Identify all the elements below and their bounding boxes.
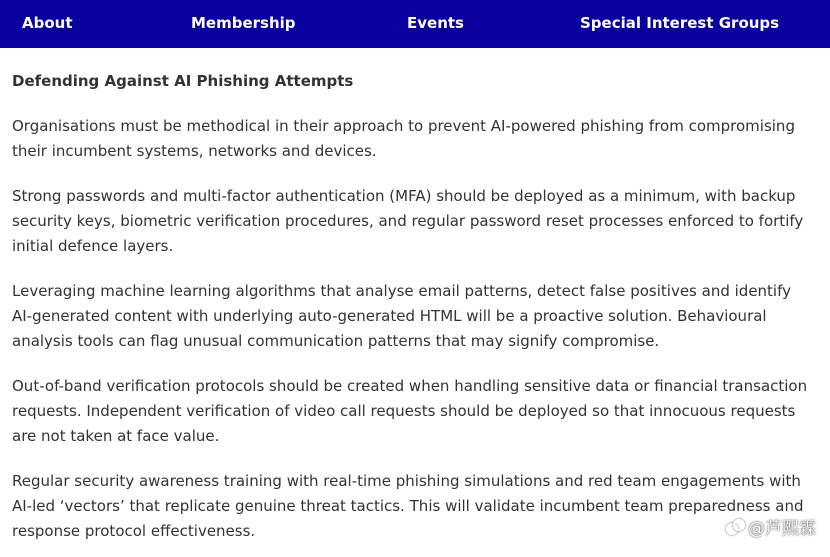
article-paragraph-4: Out-of-band verification protocols should be created when handling sensitive data or financial transaction requests. Independent verification of video call requests should be deployed so that innocuous requests are not taken at face value.	[12, 377, 808, 445]
top-navigation-bar	[0, 0, 830, 48]
nav-item-events[interactable]: Events	[407, 14, 464, 32]
article-paragraph-5: Regular security awareness training with real-time phishing simulations and red team engagements with AI-led ‘vectors’ that replicate genuine threat tactics. This will validate incumbent team preparedness and response protocol effectiveness.	[12, 472, 804, 540]
watermark	[726, 514, 816, 539]
nav-item-about[interactable]: About	[22, 14, 73, 32]
article-paragraph-3: Leveraging machine learning algorithms that analyse email patterns, detect false positives and identify AI-generated content with underlying auto-generated HTML will be a proactive solution. Behavioural analysis tools can flag unusual communication patterns that may signify compromise.	[12, 282, 791, 350]
nav-item-membership[interactable]: Membership	[191, 14, 296, 32]
nav-item-special-interest-groups[interactable]: Special Interest Groups	[580, 14, 780, 32]
watermark-text: @芦熙霖	[748, 519, 816, 539]
article-heading: Defending Against AI Phishing Attempts	[12, 72, 354, 90]
article-paragraph-1: Organisations must be methodical in their approach to prevent AI-powered phishing from compromising their incumbent systems, networks and devices.	[12, 117, 795, 160]
article-paragraph-2: Strong passwords and multi-factor authentication (MFA) should be deployed as a minimum, with backup security keys, biometric verification procedures, and regular password reset processes enforced to fortify initial defence layers.	[12, 187, 804, 255]
weibo-logo-icon	[726, 519, 744, 535]
